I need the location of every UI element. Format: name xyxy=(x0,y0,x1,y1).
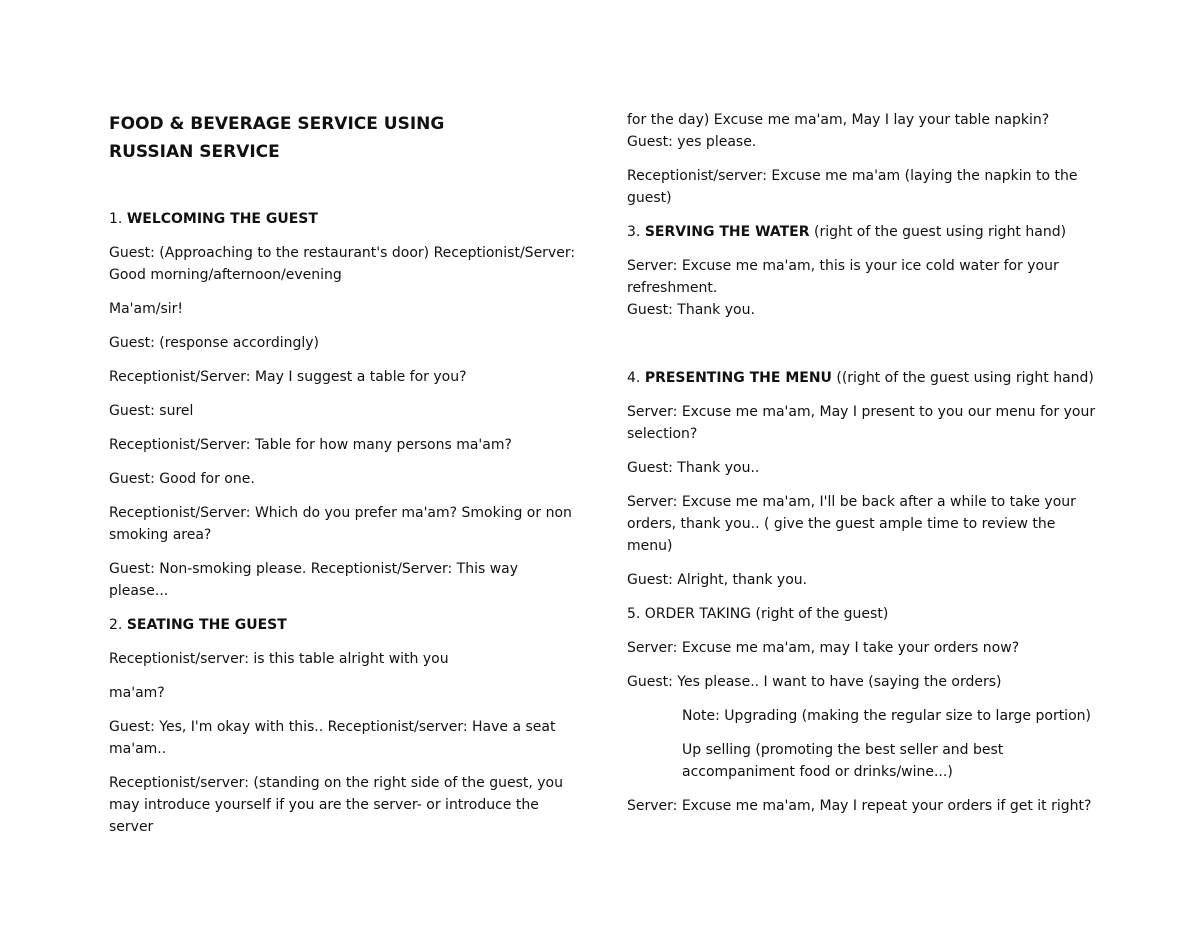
note-line: Note: Upgrading (making the regular size to large portion) xyxy=(682,708,1091,724)
dialogue-line: Guest: (Approaching to the restaurant's door) Receptionist/Server: Good morning/afternoon/evening xyxy=(109,245,576,283)
dialogue-line: Guest: Good for one. xyxy=(109,471,255,487)
section-number: 1. xyxy=(109,211,127,227)
note-line: Up selling (promoting the best seller and best accompaniment food or drinks/wine...) xyxy=(682,742,1004,780)
dialogue-line: Guest: (response accordingly) xyxy=(109,335,320,351)
left-column xyxy=(109,110,579,850)
dialogue-line: Receptionist/Server: Table for how many persons ma'am? xyxy=(109,437,512,453)
dialogue-line: Receptionist/Server: May I suggest a table for you? xyxy=(109,369,467,385)
dialogue-line: Guest: yes please. xyxy=(627,134,757,150)
dialogue-line: Server: Excuse me ma'am, this is your ice cold water for your refreshment. xyxy=(627,258,1059,296)
section-title: WELCOMING THE GUEST xyxy=(126,211,318,227)
dialogue-line: Guest: Thank you. xyxy=(627,302,755,318)
dialogue-line: Ma'am/sir! xyxy=(109,301,183,317)
document-title: FOOD & BEVERAGE SERVICE USING RUSSIAN SERVICE xyxy=(109,114,445,162)
dialogue-line: Guest: Yes, I'm okay with this.. Receptionist/server: Have a seat ma'am.. xyxy=(109,719,556,757)
section-note: ((right of the guest using right hand) xyxy=(831,370,1094,386)
section-water-heading xyxy=(627,221,1097,243)
dialogue-line: Server: Excuse me ma'am, may I take your orders now? xyxy=(627,640,1020,656)
section-title: PRESENTING THE MENU xyxy=(644,370,832,386)
dialogue-line: Guest: surel xyxy=(109,403,194,419)
section-number: 4. xyxy=(627,370,645,386)
section-menu-heading xyxy=(627,367,1097,389)
section-number: 2. xyxy=(109,617,127,633)
dialogue-line: ma'am? xyxy=(109,685,165,701)
section-note: (right of the guest using right hand) xyxy=(809,224,1067,240)
dialogue-line: Receptionist/server: (standing on the right side of the guest, you may introduce yourself if you are the server- or introduce the server xyxy=(109,775,563,835)
section-order-heading: 5. ORDER TAKING (right of the guest) xyxy=(627,606,889,622)
section-seating-heading xyxy=(109,614,579,636)
dialogue-line: Server: Excuse me ma'am, May I present to you our menu for your selection? xyxy=(627,404,1096,442)
section-number: 3. xyxy=(627,224,645,240)
dialogue-line: for the day) Excuse me ma'am, May I lay your table napkin? xyxy=(627,112,1050,128)
dialogue-line: Guest: Alright, thank you. xyxy=(627,572,808,588)
dialogue-line: Server: Excuse me ma'am, May I repeat your orders if get it right? xyxy=(627,798,1092,814)
section-welcoming-heading xyxy=(109,208,579,230)
dialogue-line: Receptionist/server: Excuse me ma'am (laying the napkin to the guest) xyxy=(627,168,1078,206)
right-column xyxy=(627,109,1097,829)
dialogue-line: Guest: Non-smoking please. Receptionist/Server: This way please... xyxy=(109,561,519,599)
dialogue-line: Guest: Yes please.. I want to have (saying the orders) xyxy=(627,674,1002,690)
dialogue-line: Receptionist/server: is this table alright with you xyxy=(109,651,449,667)
section-title: SERVING THE WATER xyxy=(644,224,810,240)
dialogue-line: Receptionist/Server: Which do you prefer ma'am? Smoking or non smoking area? xyxy=(109,505,572,543)
dialogue-line: Server: Excuse me ma'am, I'll be back after a while to take your orders, thank you.. ( give the guest ample time to review the menu) xyxy=(627,494,1076,554)
section-title: SEATING THE GUEST xyxy=(126,617,287,633)
dialogue-line: Guest: Thank you.. xyxy=(627,460,760,476)
